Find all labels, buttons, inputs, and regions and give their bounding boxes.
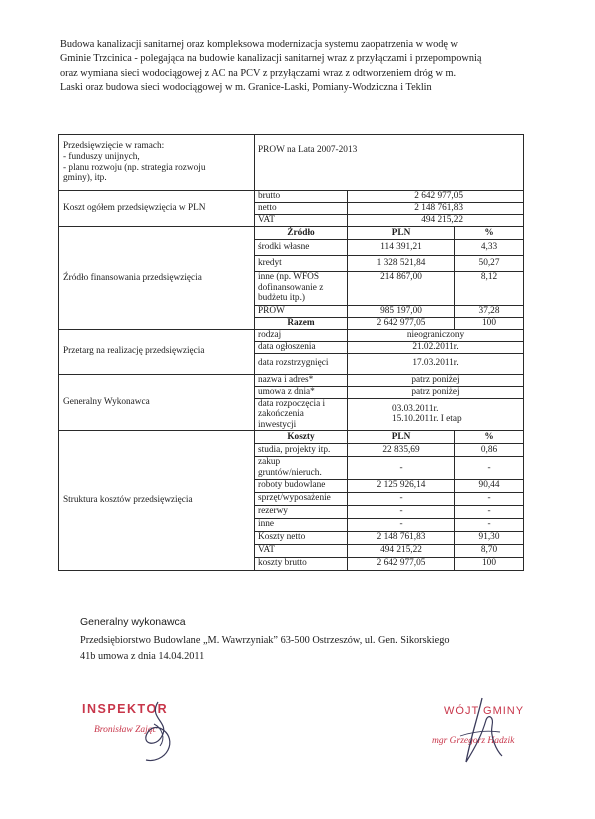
funding-header-pct: % bbox=[455, 227, 524, 240]
contractor-label: Generalny Wykonawca bbox=[59, 374, 255, 431]
program-label: Przedsięwzięcie w ramach: - funduszy unijnych, - planu rozwoju (np. strategia rozwoju gminy), itp. bbox=[59, 135, 255, 191]
contractor-name: umowa z dnia* bbox=[255, 386, 348, 398]
inspector-signature bbox=[118, 698, 188, 766]
cost-value: 2 642 977,05 bbox=[348, 191, 524, 203]
funding-total-pct: 100 bbox=[455, 317, 524, 329]
cost-value: 494 215,22 bbox=[348, 215, 524, 227]
tender-row bbox=[59, 329, 524, 341]
contractor-heading: Generalny wykonawca bbox=[80, 616, 186, 628]
mayor-signature bbox=[452, 696, 512, 766]
tender-label: Przetarg na realizację przedsięwzięcia bbox=[59, 329, 255, 374]
tender-name: rodzaj bbox=[255, 329, 348, 341]
structure-header-cost: Koszty bbox=[255, 431, 348, 444]
tender-name: data rozstrzygnięci bbox=[255, 353, 348, 374]
contractor-dates-name: data rozpoczęcia i zakończenia inwestycji bbox=[255, 398, 348, 431]
cost-name: netto bbox=[255, 203, 348, 215]
structure-header-row bbox=[59, 431, 524, 444]
structure-pct: - bbox=[455, 457, 524, 479]
structure-pln: - bbox=[348, 505, 455, 518]
funding-pln-prow: 985 197,00 bbox=[348, 306, 455, 318]
cost-label: Koszt ogółem przedsięwzięcia w PLN bbox=[59, 191, 255, 227]
structure-name: roboty budowlane bbox=[255, 479, 348, 492]
title-line: Budowa kanalizacji sanitarnej oraz kompleksowa modernizacja systemu zaopatrzenia w wodę w bbox=[60, 39, 458, 50]
contractor-dates-value: 03.03.2011r. 15.10.2011r. I etap bbox=[348, 398, 524, 431]
funding-total-name: Razem bbox=[255, 317, 348, 329]
structure-pln: 2 642 977,05 bbox=[348, 557, 455, 570]
funding-pct: 50,27 bbox=[455, 256, 524, 272]
structure-name: inne bbox=[255, 518, 348, 531]
structure-name: studia, projekty itp. bbox=[255, 444, 348, 457]
tender-value: 21.02.2011r. bbox=[348, 341, 524, 353]
funding-pln: 114 391,21 bbox=[348, 240, 455, 256]
structure-pln: 2 148 761,83 bbox=[348, 531, 455, 544]
structure-name: sprzęt/wyposażenie bbox=[255, 492, 348, 505]
structure-pln: 22 835,69 bbox=[348, 444, 455, 457]
document-title bbox=[60, 38, 530, 96]
structure-pln: - bbox=[348, 457, 455, 479]
structure-pln: - bbox=[348, 518, 455, 531]
structure-pct: - bbox=[455, 518, 524, 531]
contractor-name: nazwa i adres* bbox=[255, 374, 348, 386]
structure-header-pln: PLN bbox=[348, 431, 455, 444]
funding-name-other: inne (np. WFOŚ dofinansowanie z budżetu itp.) bbox=[255, 272, 348, 306]
structure-header-pct: % bbox=[455, 431, 524, 444]
mayor-stamp-title: WÓJT GMINY bbox=[444, 705, 525, 717]
structure-name: zakup gruntów/nieruch. bbox=[255, 457, 348, 479]
structure-pct: 90,44 bbox=[455, 479, 524, 492]
mayor-stamp-name: mgr Grzegorz Hadzik bbox=[432, 736, 515, 746]
funding-pct-other: 8,12 bbox=[455, 272, 524, 306]
structure-pct: 8,70 bbox=[455, 544, 524, 557]
structure-pct: - bbox=[455, 505, 524, 518]
structure-pct: - bbox=[455, 492, 524, 505]
structure-name: koszty brutto bbox=[255, 557, 348, 570]
funding-name: środki własne bbox=[255, 240, 348, 256]
structure-pln: 2 125 926,14 bbox=[348, 479, 455, 492]
structure-pct: 100 bbox=[455, 557, 524, 570]
structure-pln: 494 215,22 bbox=[348, 544, 455, 557]
funding-header-row bbox=[59, 227, 524, 240]
funding-name-prow: PROW bbox=[255, 306, 348, 318]
funding-pct: 4,33 bbox=[455, 240, 524, 256]
cost-name: brutto bbox=[255, 191, 348, 203]
funding-header-source: Źródło bbox=[255, 227, 348, 240]
contractor-details bbox=[80, 633, 520, 664]
tender-name: data ogłoszenia bbox=[255, 341, 348, 353]
title-line: Gminie Trzcinica - polegająca na budowie kanalizacji sanitarnej wraz z przyłączami i przepompownią bbox=[60, 53, 482, 65]
structure-pln: - bbox=[348, 492, 455, 505]
structure-pct: 91,30 bbox=[455, 531, 524, 544]
funding-pln: 1 328 521,84 bbox=[348, 256, 455, 272]
tender-value: nieograniczony bbox=[348, 329, 524, 341]
structure-label: Struktura kosztów przedsięwzięcia bbox=[59, 431, 255, 570]
cost-row bbox=[59, 191, 524, 203]
funding-pln-other: 214 867,00 bbox=[348, 272, 455, 306]
title-line: Laski oraz budowa sieci wodociągowej w m. Granice-Laski, Pomiany-Wodziczna i Teklin bbox=[60, 82, 432, 94]
funding-name: kredyt bbox=[255, 256, 348, 272]
cost-name: VAT bbox=[255, 215, 348, 227]
contractor-row bbox=[59, 374, 524, 386]
contractor-details-line: Przedsiębiorstwo Budowlane „M. Wawrzyniak” 63-500 Ostrzeszów, ul. Gen. Sikorskiego bbox=[80, 635, 450, 646]
contractor-details-line: 41b umowa z dnia 14.04.2011 bbox=[80, 650, 205, 662]
structure-pct: 0,86 bbox=[455, 444, 524, 457]
contractor-value: patrz poniżej bbox=[348, 386, 524, 398]
tender-value: 17.03.2011r. bbox=[348, 353, 524, 374]
inspector-stamp-name: Bronisław Zając bbox=[94, 725, 157, 735]
title-line: oraz wymiana sieci wodociągowej z AC na PCV z przyłączami wraz z odtworzeniem dróg w m. bbox=[60, 67, 457, 79]
contractor-value: patrz poniżej bbox=[348, 374, 524, 386]
structure-name: Koszty netto bbox=[255, 531, 348, 544]
structure-name: rezerwy bbox=[255, 505, 348, 518]
funding-pct-prow: 37,28 bbox=[455, 306, 524, 318]
project-summary-table bbox=[58, 134, 524, 571]
structure-name: VAT bbox=[255, 544, 348, 557]
program-row bbox=[59, 135, 524, 191]
cost-value: 2 148 761,83 bbox=[348, 203, 524, 215]
funding-total-pln: 2 642 977,05 bbox=[348, 317, 455, 329]
program-value: PROW na Lata 2007-2013 bbox=[255, 135, 524, 191]
inspector-stamp-title: INSPEKTOR bbox=[82, 702, 169, 716]
funding-header-pln: PLN bbox=[348, 227, 455, 240]
funding-label: Źródło finansowania przedsięwzięcia bbox=[59, 227, 255, 330]
